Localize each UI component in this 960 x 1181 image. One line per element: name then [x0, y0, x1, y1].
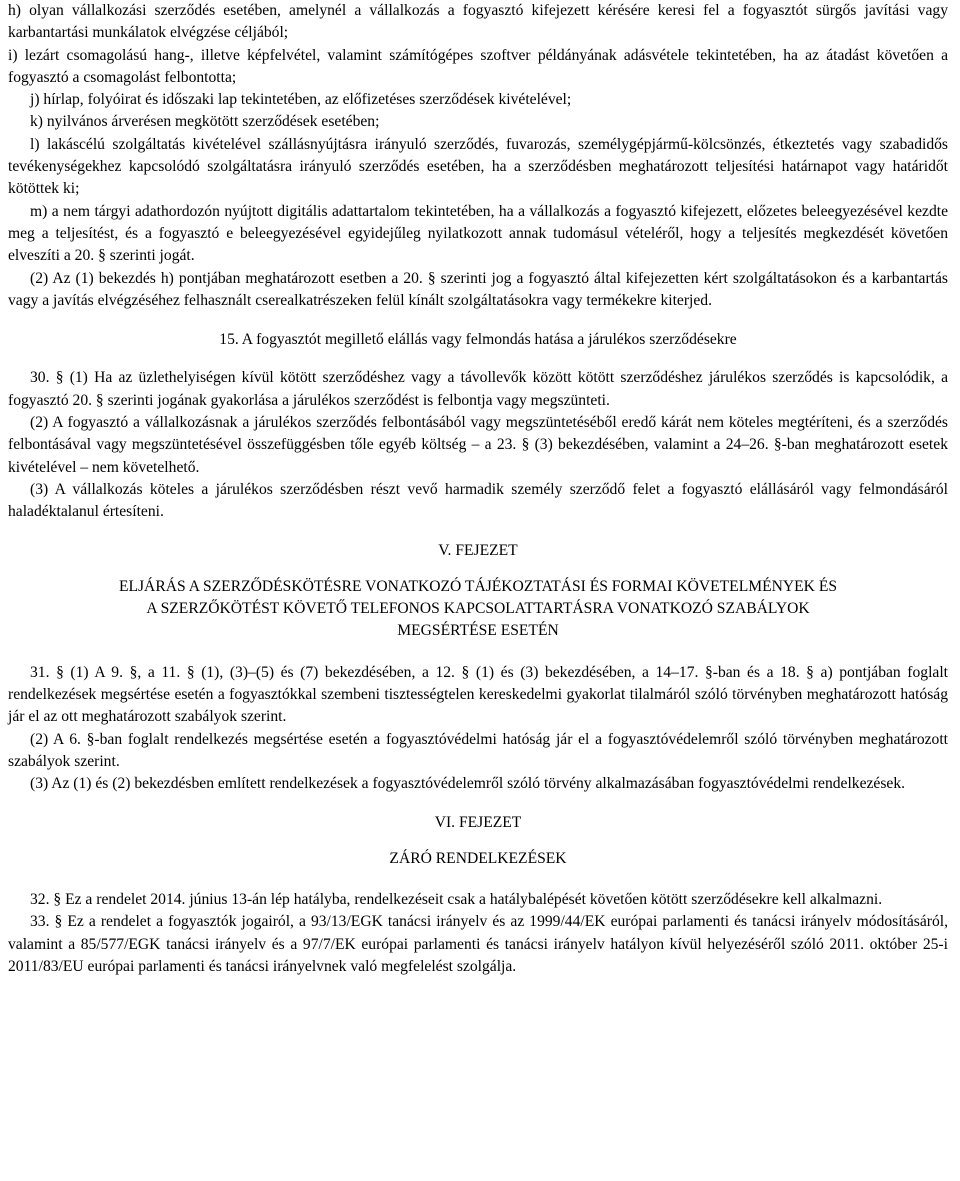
chapter-5-title: [8, 576, 948, 643]
paragraph-31-3: (3) Az (1) és (2) bekezdésben említett rendelkezések a fogyasztóvédelemről szóló törvény alkalmazásában fogyasztóvédelmi rendelkezések.: [30, 775, 906, 793]
paragraph-k: k) nyilvános árverésen megkötött szerződések esetében;: [30, 113, 380, 131]
chapter-5-title-line-1: ELJÁRÁS A SZERZŐDÉSKÖTÉSRE VONATKOZÓ TÁJÉKOZTATÁSI ÉS FORMAI KÖVETELMÉNYEK ÉS: [118, 577, 838, 595]
paragraph-j: j) hírlap, folyóirat és időszaki lap tekintetében, az előfizetéses szerződések kivételével;: [30, 91, 572, 109]
paragraph-32: 32. § Ez a rendelet 2014. június 13-án lép hatályba, rendelkezéseit csak a hatálybalépését követően kötött szerződésekre kell alkalmazni.: [30, 891, 883, 909]
chapter-6-body: [8, 889, 948, 978]
paragraph-h: h) olyan vállalkozási szerződés esetében, amelynél a vállalkozás a fogyasztó kifejezett kérésére keresi fel a fogyasztót sürgős javítási vagy karbantartási munkálatok elvégzése céljából;: [8, 2, 948, 42]
paragraph-29-2: (2) Az (1) bekezdés h) pontjában meghatározott esetben a 20. § szerinti jog a fogyasztó által kifejezetten kért szolgáltatásokon és a karbantartás vagy a javítás elvégzéséhez felhasznált cserealkatrészeken felül kínált szolgáltatásokra vagy termékekre kiterjed.: [8, 269, 948, 309]
chapter-6-title: ZÁRÓ RENDELKEZÉSEK: [389, 849, 567, 867]
section-exceptions: [8, 0, 948, 312]
section-15-body: [8, 367, 948, 523]
paragraph-30-3: (3) A vállalkozás köteles a járulékos szerződésben részt vevő harmadik személy szerződő felet a fogyasztó elállásáról vagy felmondásáról haladéktalanul értesíteni.: [8, 480, 948, 521]
section-15-title: 15. A fogyasztót megillető elállás vagy felmondás hatása a járulékos szerződésekre: [219, 331, 737, 349]
paragraph-33: 33. § Ez a rendelet a fogyasztók jogairól, a 93/13/EGK tanácsi irányelv és az 1999/44/EK európai parlamenti és tanácsi irányelv módosításáról, valamint a 85/577/EGK tanácsi irányelv és a 97/7/EK európai parlamenti és tanácsi irányelv hatályon kívül helyezéséről szóló 2011. október 25-i 2011/83/EU európai parlamenti és tanácsi irányelvnek való megfelelést szolgálja.: [8, 913, 948, 975]
paragraph-m: m) a nem tárgyi adathordozón nyújtott digitális adattartalom tekintetében, ha a vállalkozás a fogyasztó kifejezett, előzetes beleegyezésével kezdte meg a teljesítést, és a fogyasztó e beleegyezésével egyidejűleg nyilatkozott annak tudomásul vételéről, hogy a teljesítés megkezdését követően elveszíti a 20. § szerinti jogát.: [8, 202, 948, 265]
paragraph-i: i) lezárt csomagolású hang-, illetve képfelvétel, valamint számítógépes szoftver példányának adásvétele tekintetében, ha az átadást követően a fogyasztó a csomagolást felbontotta;: [8, 46, 948, 86]
paragraph-31-2: (2) A 6. §-ban foglalt rendelkezés megsértése esetén a fogyasztóvédelmi hatóság jár el a fogyasztóvédelemről szóló törvényben meghatározott szabályok szerint.: [8, 730, 948, 770]
chapter-5-label: V. FEJEZET: [438, 541, 518, 559]
paragraph-31-1: 31. § (1) A 9. §, a 11. § (1), (3)–(5) és (7) bekezdésében, a 12. § (1) és (3) bekezdésében, a 14–17. §-ban és a 18. § a) pontjában foglalt rendelkezések megsértése esetén a fogyasztókkal szembeni tisztességtelen kereskedelmi gyakorlat tilalmáról szóló törvényben meghatározott hatóság jár el az ott meghatározott szabályok szerint.: [8, 663, 948, 726]
paragraph-30-2: (2) A fogyasztó a vállalkozásnak a járulékos szerződés felbontásából vagy megszüntetéséből eredő kárát nem köteles megtéríteni, és a szerződés felbontásával vagy megszüntetésével összefüggésben tőle egyéb költség – a 23. § (3) bekezdésében, valamint a 24–26. §-ban meghatározott esetek kivételével – nem követelhető.: [8, 414, 948, 476]
chapter-5-body: [8, 662, 948, 796]
paragraph-l: l) lakáscélú szolgáltatás kivételével szállásnyújtásra irányuló szerződés, fuvarozás, személygépjármű-kölcsönzés, étkeztetés vagy szabadidős tevékenységekhez kapcsolódó szolgáltatásra irányuló szerződés esetében, ha a szerződésben meghatározott teljesítési határnapot vagy határidőt kötöttek ki;: [8, 135, 948, 198]
paragraph-30-1: 30. § (1) Ha az üzlethelyiségen kívül kötött szerződéshez vagy a távollevők között kötött szerződéshez járulékos szerződés is kapcsolódik, a fogyasztó 20. § szerinti jogának gyakorlása a járulékos szerződést is felbontja vagy megszünteti.: [8, 369, 948, 409]
chapter-5-title-line-3: MEGSÉRTÉSE ESETÉN: [397, 622, 559, 640]
chapter-5-title-line-2: A SZERZŐKÖTÉST KÖVETŐ TELEFONOS KAPCSOLATTARTÁSRA VONATKOZÓ SZABÁLYOK: [146, 600, 810, 618]
chapter-6-label: VI. FEJEZET: [434, 813, 522, 831]
